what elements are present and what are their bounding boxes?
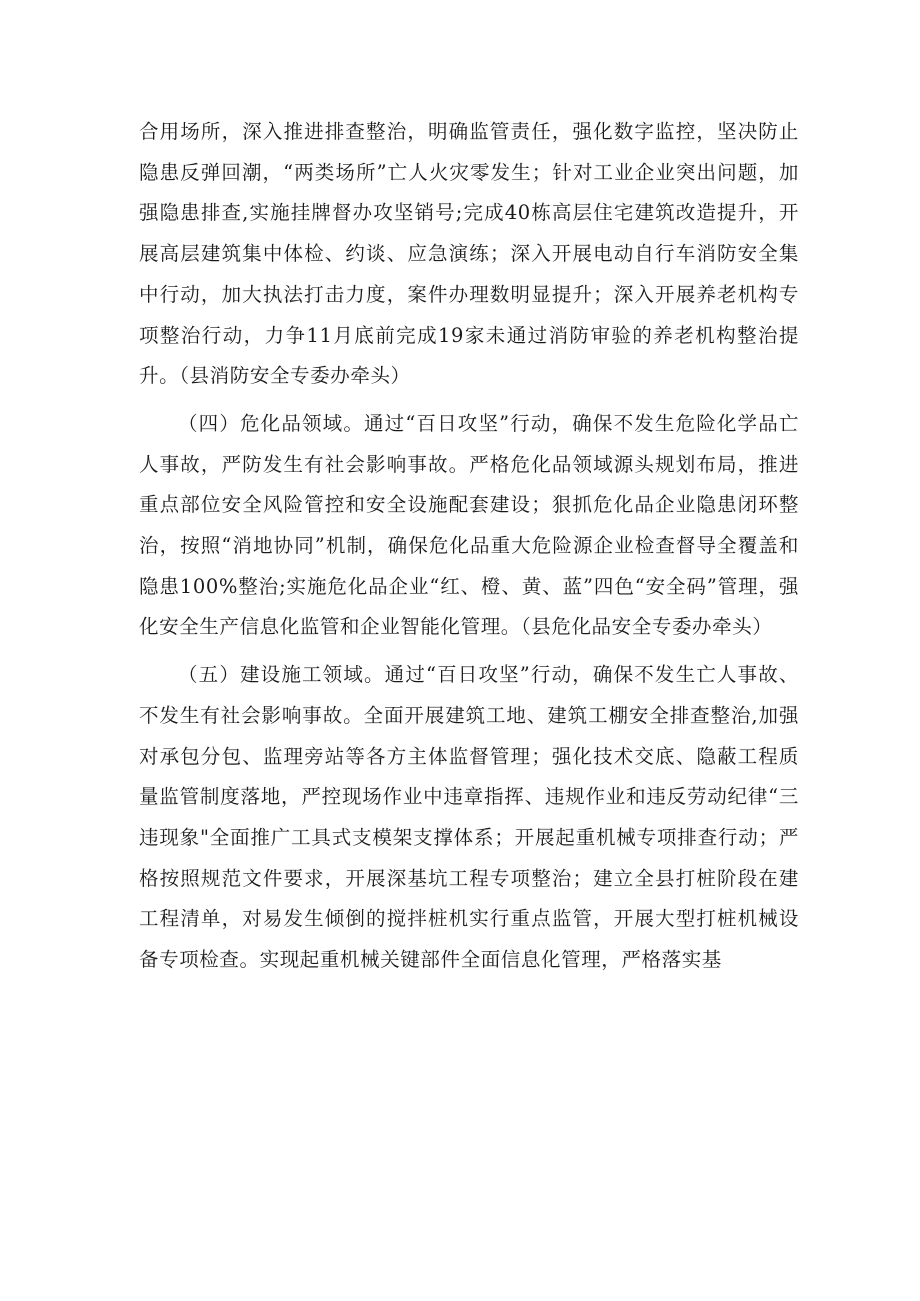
document-body [139, 112, 799, 981]
paragraph-fire-safety-continuation: 合用场所，深入推进排查整治，明确监管责任，强化数字监控，坚决防止隐患反弹回潮，“两类场所”亡人火灾零发生；针对工业企业突出问题，加强隐患排查,实施挂牌督办攻坚销号;完成40栋高层住宅建筑改造提升，开展高层建筑集中体检、约谈、应急演练；深入开展电动自行车消防安全集中行动，加大执法打击力度，案件办理数明显提升；深入开展养老机构专项整治行动，力争11月底前完成19家未通过消防审验的养老机构整治提升。（县消防安全专委办牵头） [139, 120, 799, 388]
paragraph-construction: （五）建设施工领域。通过“百日攻坚”行动，确保不发生亡人事故、不发生有社会影响事故。全面开展建筑工地、建筑工棚安全排查整治,加强对承包分包、监理旁站等各方主体监督管理；强化技术交底、隐蔽工程质量监管制度落地，严控现场作业中违章指挥、违规作业和违反劳动纪律“三违现象"全面推广工具式支模架支撑体系；开展起重机械专项排查行动；严格按照规范文件要求，开展深基坑工程专项整治；建立全县打桩阶段在建工程清单，对易发生倾倒的搅拌桩机实行重点监管，开展大型打桩机械设备专项检查。实现起重机械关键部件全面信息化管理，严格落实基 [139, 663, 799, 972]
paragraph-hazardous-chemicals: （四）危化品领域。通过“百日攻坚”行动，确保不发生危险化学品亡人事故，严防发生有社会影响事故。严格危化品领域源头规划布局，推进重点部位安全风险管控和安全设施配套建设；狠抓危化品企业隐患闭环整治，按照“消地协同”机制，确保危化品重大危险源企业检查督导全覆盖和隐患100%整治;实施危化品企业“红、橙、黄、蓝”四色“安全码”管理，强化安全生产信息化监管和企业智能化管理。（县危化品安全专委办牵头） [139, 411, 799, 639]
